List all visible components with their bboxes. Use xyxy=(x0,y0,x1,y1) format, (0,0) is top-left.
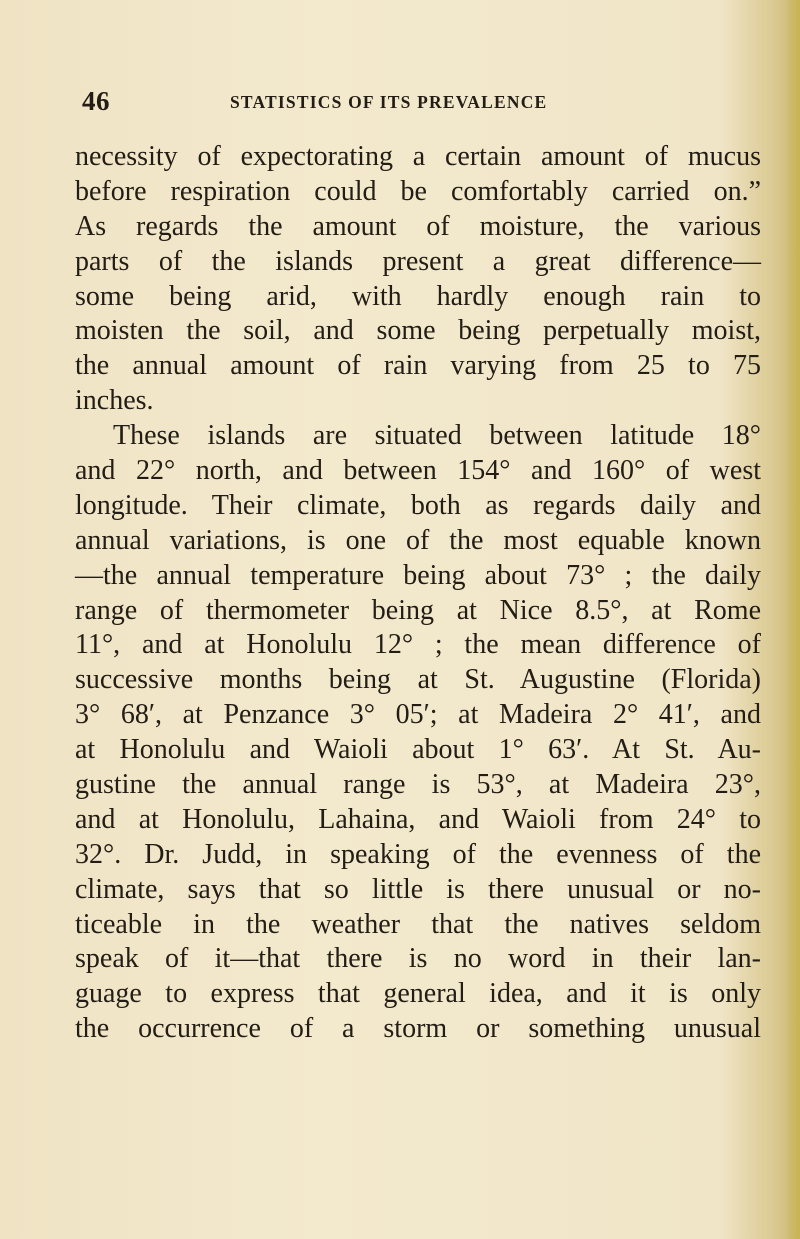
text-line: —the annual temperature being about 73° ; the daily xyxy=(75,559,761,591)
page-edge-shadow xyxy=(786,0,800,1239)
text-line: range of thermometer being at Nice 8.5°, at Rome xyxy=(75,594,761,626)
text-line: necessity of expectorating a certain amount of mucus xyxy=(75,141,761,172)
text-line: the annual amount of rain varying from 25 to 75 xyxy=(75,350,761,382)
page-number: 46 xyxy=(82,86,110,116)
page-header xyxy=(82,86,742,120)
text-line: annual variations, is one of the most equable known xyxy=(75,524,761,556)
text-line: 32°. Dr. Judd, in speaking of the evenness of the xyxy=(75,838,761,870)
text-line: moisten the soil, and some being perpetually moist, xyxy=(75,315,761,347)
text-line: speak of it—that there is no word in their lan- xyxy=(75,943,761,975)
text-line: before respiration could be comfortably carried on.” xyxy=(75,175,761,207)
text-line: the occurrence of a storm or something unusual xyxy=(75,1013,761,1045)
text-line: These islands are situated between latitude 18° xyxy=(113,420,761,452)
running-head: STATISTICS OF ITS PREVALENCE xyxy=(230,92,548,112)
text-line: guage to express that general idea, and it is only xyxy=(75,978,761,1010)
text-line: inches. xyxy=(75,385,154,417)
text-line: and at Honolulu, Lahaina, and Waioli from 24° to xyxy=(75,803,761,835)
text-line: longitude. Their climate, both as regards daily and xyxy=(75,489,761,521)
text-line: and 22° north, and between 154° and 160° of west xyxy=(75,455,761,487)
text-line: some being arid, with hardly enough rain to xyxy=(75,280,761,312)
body-text xyxy=(75,140,761,1047)
text-line: 3° 68′, at Penzance 3° 05′; at Madeira 2° 41′, and xyxy=(75,699,761,731)
text-line: climate, says that so little is there unusual or no- xyxy=(75,873,761,905)
text-line: parts of the islands present a great difference— xyxy=(75,245,761,277)
text-line: 11°, and at Honolulu 12° ; the mean difference of xyxy=(75,629,761,661)
text-line: As regards the amount of moisture, the various xyxy=(75,210,761,242)
text-line: successive months being at St. Augustine (Florida) xyxy=(75,664,761,696)
text-line: ticeable in the weather that the natives seldom xyxy=(75,908,761,940)
text-line: gustine the annual range is 53°, at Madeira 23°, xyxy=(75,769,761,801)
text-line: at Honolulu and Waioli about 1° 63′. At St. Au- xyxy=(75,734,761,766)
